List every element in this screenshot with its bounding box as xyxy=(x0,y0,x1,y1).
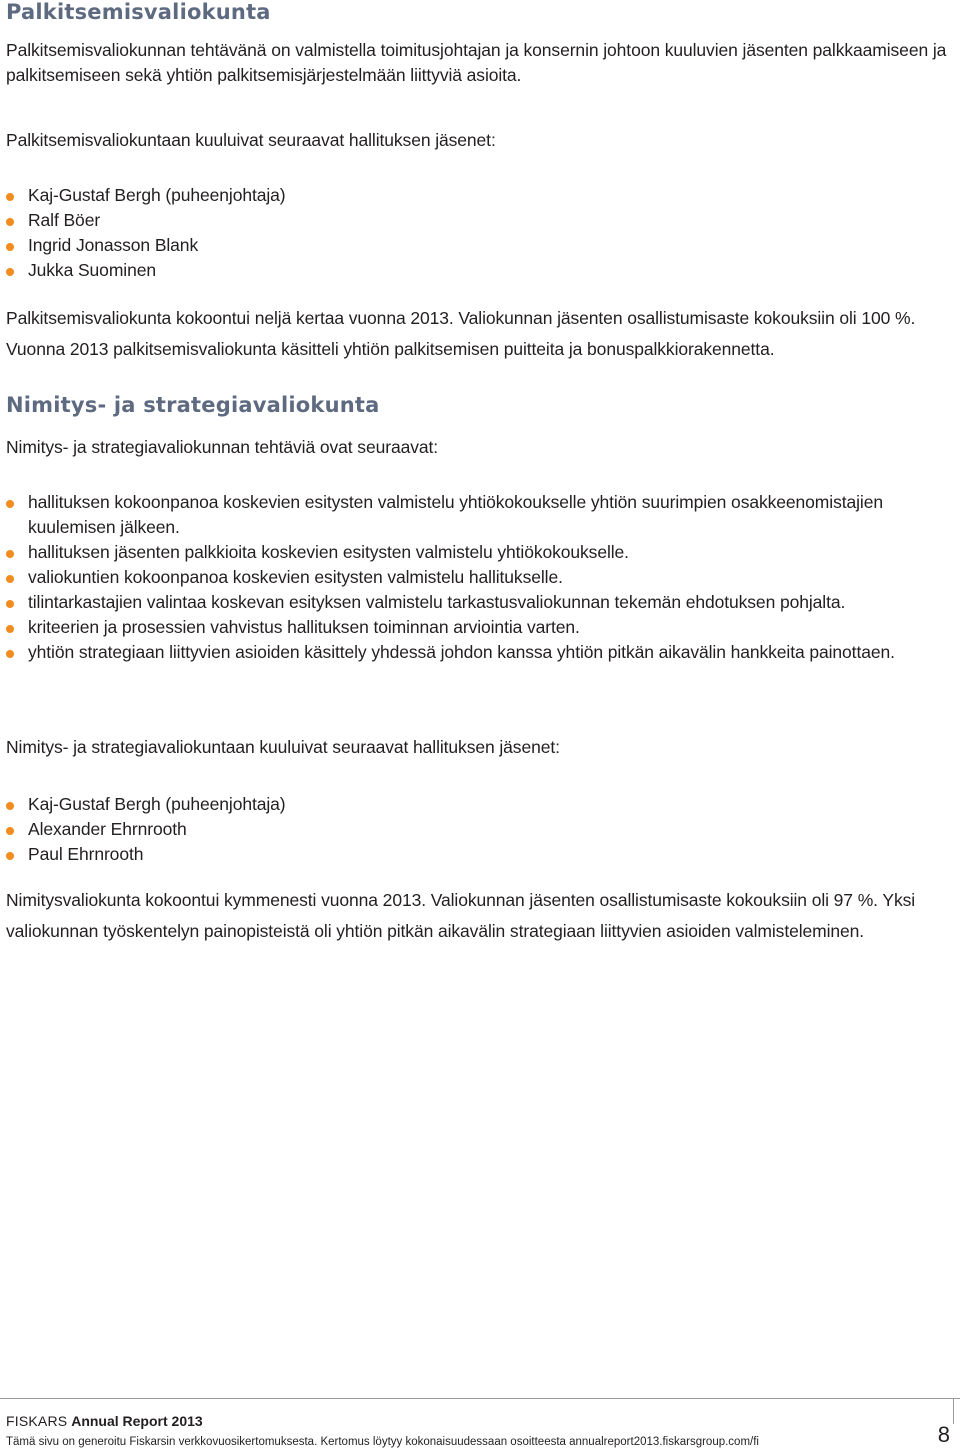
bullet-icon xyxy=(6,802,14,810)
list-item xyxy=(6,615,940,640)
page-number: 8 xyxy=(937,1422,950,1447)
footer-divider-tick xyxy=(953,1398,954,1424)
nimitys-members-lead: Nimitys- ja strategiavaliokuntaan kuuluivat seuraavat hallituksen jäsenet: xyxy=(6,737,560,757)
bullet-icon xyxy=(6,575,14,583)
member-name: Ralf Böer xyxy=(28,210,101,230)
member-name: Alexander Ehrnrooth xyxy=(28,819,187,839)
list-item xyxy=(6,792,940,817)
footer-divider xyxy=(0,1398,960,1399)
bullet-icon xyxy=(6,625,14,633)
bullet-icon xyxy=(6,193,14,201)
nimitys-tasks-lead: Nimitys- ja strategiavaliokunnan tehtäviä ovat seuraavat: xyxy=(6,437,439,457)
footer-brand: FISKARS xyxy=(6,1413,68,1429)
task-text: hallituksen kokoonpanoa koskevien esitysten valmistelu yhtiökokoukselle yhtiön suurimpien osakkeenomistajien kuulemisen jälkeen. xyxy=(28,492,883,537)
list-item xyxy=(6,565,940,590)
bullet-icon xyxy=(6,268,14,276)
bullet-icon xyxy=(6,243,14,251)
member-name: Jukka Suominen xyxy=(28,260,156,280)
bullet-icon xyxy=(6,600,14,608)
bullet-icon xyxy=(6,218,14,226)
list-item xyxy=(6,817,940,842)
footer-report-title xyxy=(6,1413,203,1429)
footer-report-name: Annual Report 2013 xyxy=(71,1413,203,1429)
task-text: tilintarkastajien valintaa koskevan esityksen valmistelu tarkastusvaliokunnan tekemän ehdotuksen pohjalta. xyxy=(28,592,846,612)
member-name: Ingrid Jonasson Blank xyxy=(28,235,199,255)
bullet-icon xyxy=(6,500,14,508)
task-text: yhtiön strategiaan liittyvien asioiden käsittely yhdessä johdon kanssa yhtiön pitkän aikavälin hankkeita painottaen. xyxy=(28,642,895,662)
list-item xyxy=(6,208,940,233)
bullet-icon xyxy=(6,852,14,860)
nimitys-members-list xyxy=(6,792,940,867)
section-title-palkitsemisvaliokunta: Palkitsemisvaliokunta xyxy=(6,0,271,24)
palkitsemis-members-list xyxy=(6,183,940,283)
list-item xyxy=(6,640,940,665)
list-item xyxy=(6,540,940,565)
task-text: kriteerien ja prosessien vahvistus hallituksen toiminnan arviointia varten. xyxy=(28,617,580,637)
task-text: valiokuntien kokoonpanoa koskevien esitysten valmistelu hallitukselle. xyxy=(28,567,563,587)
list-item xyxy=(6,183,940,208)
bullet-icon xyxy=(6,650,14,658)
list-item xyxy=(6,258,940,283)
palkitsemis-members-lead: Palkitsemisvaliokuntaan kuuluivat seuraavat hallituksen jäsenet: xyxy=(6,130,496,150)
member-name: Kaj-Gustaf Bergh (puheenjohtaja) xyxy=(28,185,286,205)
member-name: Kaj-Gustaf Bergh (puheenjohtaja) xyxy=(28,794,286,814)
list-item xyxy=(6,233,940,258)
list-item xyxy=(6,842,940,867)
palkitsemis-meetings-paragraph: Palkitsemisvaliokunta kokoontui neljä kertaa vuonna 2013. Valiokunnan jäsenten osallistumisaste kokouksiin oli 100 %. Vuonna 2013 palkitsemisvaliokunta käsitteli yhtiön palkitsemisen puitteita ja bonuspalkkiorakennetta. xyxy=(6,308,916,359)
bullet-icon xyxy=(6,827,14,835)
task-text: hallituksen jäsenten palkkioita koskevien esitysten valmistelu yhtiökokoukselle. xyxy=(28,542,629,562)
member-name: Paul Ehrnrooth xyxy=(28,844,144,864)
section-title-nimitys-ja-strategiavaliokunta: Nimitys- ja strategiavaliokunta xyxy=(6,393,380,417)
palkitsemis-intro-paragraph: Palkitsemisvaliokunnan tehtävänä on valmistella toimitusjohtajan ja konsernin johtoon kuuluvien jäsenten palkkaamiseen ja palkitsemiseen sekä yhtiön palkitsemisjärjestelmään liittyviä asioita. xyxy=(6,40,947,85)
nimitys-meetings-paragraph: Nimitysvaliokunta kokoontui kymmenesti vuonna 2013. Valiokunnan jäsenten osallistumisaste kokouksiin oli 97 %. Yksi valiokunnan työskentelyn painopisteistä oli yhtiön pitkän aikavälin strategiaan liittyvien asioiden valmisteleminen. xyxy=(6,890,916,941)
bullet-icon xyxy=(6,550,14,558)
nimitys-tasks-list xyxy=(6,490,940,665)
list-item xyxy=(6,490,940,540)
list-item xyxy=(6,590,940,615)
footer-note: Tämä sivu on generoitu Fiskarsin verkkovuosikertomuksesta. Kertomus löytyy kokonaisuudessaan osoitteesta annualreport2013.fiskarsgroup.com/fi xyxy=(6,1436,759,1448)
